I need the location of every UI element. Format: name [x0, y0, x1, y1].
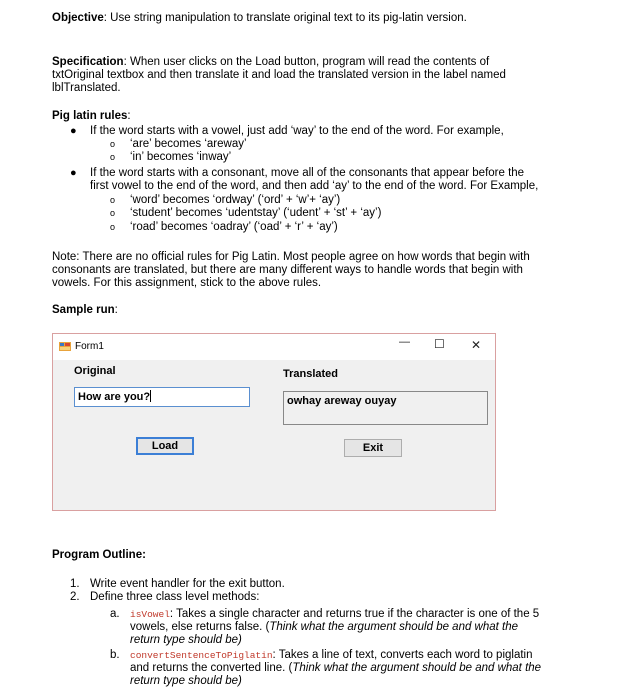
outline-b-text-1: : Takes a line of text, converts each word to piglatin — [272, 649, 533, 661]
text-cursor — [150, 390, 151, 402]
outline-a-label: a. — [110, 608, 120, 620]
circle-bullet-icon: o — [110, 208, 116, 218]
outline-item-1: Write event handler for the exit button. — [90, 578, 285, 590]
outline-b-text-2: and returns the converted line. ( — [130, 662, 293, 674]
bullet-icon: ● — [70, 125, 77, 137]
exit-button[interactable]: Exit — [344, 439, 402, 457]
sample-run-label: Sample run — [52, 304, 115, 316]
outline-b-line-3: return type should be) — [130, 675, 242, 687]
rules-heading-text: Pig latin rules — [52, 110, 128, 122]
translated-label: Translated — [283, 368, 339, 380]
rule-2a: ‘word’ becomes ‘ordway’ (‘ord’ + ‘w’+ ‘ay’) — [130, 194, 341, 206]
rule-1: If the word starts with a vowel, just add ‘way’ to the end of the word. For example, — [90, 125, 504, 137]
rules-heading-colon: : — [127, 110, 131, 122]
specification-line-2: txtOriginal textbox and then translate it and load the translated version in the label named — [52, 69, 506, 81]
outline-b-label: b. — [110, 649, 120, 661]
circle-bullet-icon: o — [110, 139, 116, 149]
rule-2b: ‘student’ becomes ‘udentstay’ (‘udent’ + ‘st’ + ‘ay’) — [130, 207, 382, 219]
outline-heading — [52, 548, 146, 562]
rule-2c: ‘road’ becomes ‘oadray’ (‘oad’ + ‘r’ + ‘ay’) — [130, 221, 338, 233]
objective-line — [52, 11, 467, 25]
objective-label: Objective — [52, 12, 104, 24]
form-icon — [59, 341, 71, 352]
note-line-1: Note: There are no official rules for Pig Latin. Most people agree on how words that begin with — [52, 251, 530, 263]
outline-b-line-2 — [130, 661, 541, 675]
note-line-2: consonants are translated, but there are many different ways to handle words that begin with — [52, 264, 523, 276]
rule-2-line-2: first vowel to the end of the word, and then add ‘ay’ to the end of the word. For Example, — [90, 180, 539, 192]
original-label: Original — [74, 365, 116, 377]
outline-a-line-3: return type should be) — [130, 634, 242, 646]
translated-output-label: owhay areway ouyay — [283, 391, 488, 425]
circle-bullet-icon: o — [110, 195, 116, 205]
outline-a-line-2 — [130, 620, 518, 634]
outline-item-2: Define three class level methods: — [90, 591, 260, 603]
specification-label: Specification — [52, 56, 124, 68]
original-textbox[interactable] — [74, 387, 250, 407]
rule-1a: ‘are’ becomes ‘areway’ — [130, 138, 247, 150]
circle-bullet-icon: o — [110, 222, 116, 232]
minimize-icon[interactable]: — — [399, 336, 410, 348]
sample-run-colon: : — [114, 304, 118, 316]
objective-text: : Use string manipulation to translate original text to its pig-latin version. — [103, 12, 467, 24]
convertsentencetopiglatin-method: convertSentenceToPiglatin — [130, 650, 273, 661]
rule-1b: ‘in’ becomes ‘inway’ — [130, 151, 232, 163]
outline-a-text-1: : Takes a single character and returns true if the character is one of the 5 — [169, 608, 540, 620]
load-button[interactable]: Load — [136, 437, 194, 455]
bullet-icon: ● — [70, 167, 77, 179]
outline-a-italic-2: Think what the argument should be and what the — [269, 621, 519, 633]
rule-2-line-1: If the word starts with a consonant, move all of the consonants that appear before the — [90, 167, 525, 179]
window-title: Form1 — [75, 341, 104, 352]
note-line-3: vowels. For this assignment, stick to the above rules. — [52, 277, 322, 289]
circle-bullet-icon: o — [110, 152, 116, 162]
isvowel-method: isVowel — [130, 609, 170, 620]
outline-item-1-num: 1. — [70, 578, 80, 590]
title-bar — [53, 334, 495, 360]
sample-run-heading — [52, 303, 118, 317]
outline-b-italic-2: Think what the argument should be and what the — [292, 662, 542, 674]
rules-heading — [52, 109, 131, 123]
specification-line-3: lblTranslated. — [52, 82, 121, 94]
specification-line-1 — [52, 55, 489, 69]
outline-item-2-num: 2. — [70, 591, 80, 603]
specification-text-1: : When user clicks on the Load button, program will read the contents of — [123, 56, 490, 68]
outline-heading-text: Program Outline: — [52, 549, 146, 561]
original-textbox-value: How are you? — [78, 391, 151, 403]
outline-a-text-2: vowels, else returns false. ( — [130, 621, 270, 633]
form-window — [52, 333, 496, 511]
close-icon[interactable]: ✕ — [471, 338, 482, 352]
maximize-icon[interactable]: ☐ — [434, 337, 445, 351]
